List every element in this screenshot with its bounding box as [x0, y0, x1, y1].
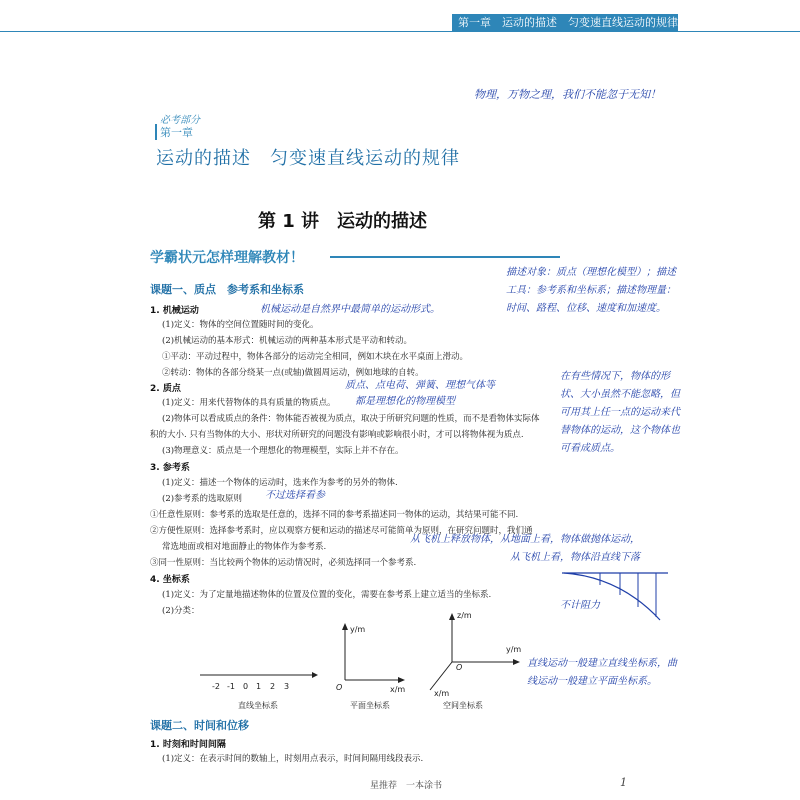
coordinate-diagrams — [190, 610, 530, 715]
s2-line-4: (3)物理意义：质点是一个理想化的物理模型，实际上并不存在。 — [162, 446, 404, 456]
s3-line-2: (2)参考系的选取原则 — [162, 494, 243, 504]
handwritten-note-straight-drop: 从飞机上看，物体沿直线下落 — [510, 552, 640, 563]
handwritten-note-particle: 在有些情况下，物体的形状、大小虽然不能忽略，但可用其上任一点的运动来代替物体的运动，这个物体也可看成质点。 — [560, 371, 680, 454]
s4-line-1: (1)定义：为了定量地描述物体的位置及位置的变化，需要在参考系上建立适当的坐标系. — [162, 590, 492, 600]
line-tick-label: -2 — [212, 682, 220, 691]
handwritten-note-choice: 不过选择看参 — [265, 490, 325, 501]
space-origin: O — [456, 663, 463, 672]
plane-y-label: y/m — [350, 625, 366, 634]
handwritten-note-ideal: 都是理想化的物理模型 — [355, 396, 455, 407]
handwritten-note-models: 质点、点电荷、弹簧、理想气体等 — [345, 380, 495, 391]
line-tick-label: -1 — [227, 682, 235, 691]
line-tick-label: 3 — [284, 682, 290, 691]
plane-origin: O — [336, 683, 343, 692]
handwritten-note-description: 描述对象：质点（理想化模型）；描述工具：参考系和坐标系；描述物理量：时间、路程、位移、速度和加速度。 — [506, 267, 676, 314]
lecture-title: 第 1 讲 运动的描述 — [258, 211, 428, 232]
section-particle-title: 2. 质点 — [150, 384, 181, 394]
space-z-arrow — [449, 613, 455, 620]
s2-line-3: 积的大小. 只有当物体的大小、形状对所研究的问题没有影响或影响很小时，才可以将物体视为质点. — [150, 430, 524, 440]
line-tick-label: 1 — [256, 682, 262, 691]
s1-line-1: (1)定义：物体的空间位置随时间的变化。 — [162, 320, 319, 330]
plane-x-arrow — [398, 677, 405, 683]
s5-line-1: (1)定义：在表示时间的数轴上，时刻用点表示，时间间隔用线段表示. — [162, 754, 424, 764]
section-reference-frame-title: 3. 参考系 — [150, 463, 190, 473]
space-z-label: z/m — [457, 611, 472, 620]
handwritten-note-no-resistance: 不计阻力 — [560, 600, 600, 611]
plane-caption: 平面坐标系 — [350, 701, 390, 710]
topic-2-heading: 课题二、时间和位移 — [150, 719, 249, 732]
line-axis-arrow — [312, 672, 318, 678]
handwritten-note-plane-drop: 从飞机上释放物体，从地面上看，物体做抛体运动， — [410, 534, 640, 545]
topic-1-heading: 课题一、质点 参考系和坐标系 — [150, 283, 304, 296]
s4-line-2: (2)分类： — [162, 606, 200, 616]
part-label: 必考部分 — [160, 115, 200, 126]
chapter-title: 运动的描述 匀变速直线运动的规律 — [156, 148, 460, 169]
s1-line-4: ②转动：物体的各部分绕某一点(或轴)做圆周运动，例如地球的自转。 — [162, 368, 424, 378]
section-coordinate-system-title: 4. 坐标系 — [150, 575, 190, 585]
handwritten-note-mechanical: 机械运动是自然界中最简单的运动形式。 — [260, 304, 440, 315]
handwritten-note-coordinates: 直线运动一般建立直线坐标系，曲线运动一般建立平面坐标系。 — [527, 658, 677, 687]
plane-y-arrow — [342, 623, 348, 630]
chapter-header-band: 第一章 运动的描述 匀变速直线运动的规律 — [452, 14, 678, 32]
section-mechanical-motion-title: 1. 机械运动 — [150, 306, 199, 316]
section-time-title: 1. 时刻和时间间隔 — [150, 740, 226, 750]
s2-line-2: (2)物体可以看成质点的条件：物体能否被视为质点，取决于所研究问题的性质，而不是看物体实际体 — [162, 414, 540, 424]
s3-line-3: ①任意性原则：参考系的选取是任意的，选择不同的参考系描述同一物体的运动，其结果可能不同. — [150, 510, 519, 520]
space-y-label: y/m — [506, 645, 522, 654]
line-caption: 直线坐标系 — [238, 701, 278, 710]
plane-x-label: x/m — [390, 685, 406, 694]
s1-line-2: (2)机械运动的基本形式：机械运动的两种基本形式是平动和转动。 — [162, 336, 413, 346]
space-x-label: x/m — [434, 689, 450, 698]
chapter-label: 第一章 — [155, 124, 193, 140]
s3-line-5: 常选地面或相对地面静止的物体作为参考系. — [162, 542, 327, 552]
space-x-axis — [430, 662, 452, 690]
s3-line-6: ③同一性原则：当比较两个物体的运动情况时，必须选择同一个参考系. — [150, 558, 417, 568]
projectile-sketch — [560, 565, 670, 625]
s3-line-1: (1)定义：描述一个物体的运动时，选来作为参考的另外的物体. — [162, 478, 398, 488]
handwritten-motto: 物理，万物之理，我们不能忽于无知！ — [474, 88, 661, 101]
line-tick-label: 2 — [270, 682, 276, 691]
space-y-arrow — [513, 659, 520, 665]
page-number: 1 — [620, 776, 627, 789]
section-banner: 学霸状元怎样理解教材！ — [150, 250, 304, 266]
footer-brand: 星推荐 一本涂书 — [370, 781, 443, 791]
s2-line-1: (1)定义：用来代替物体的具有质量的物质点。 — [162, 398, 336, 408]
header-rule — [0, 31, 800, 32]
s3-line-4: ②方便性原则：选择参考系时，应以观察方便和运动的描述尽可能简单为原则，在研究问题时，我们通 — [150, 526, 533, 536]
s1-line-3: ①平动：平动过程中，物体各部分的运动完全相同，例如木块在水平桌面上滑动。 — [162, 352, 469, 362]
banner-rule — [330, 256, 560, 258]
line-tick-label: 0 — [243, 682, 249, 691]
space-caption: 空间坐标系 — [443, 701, 483, 710]
